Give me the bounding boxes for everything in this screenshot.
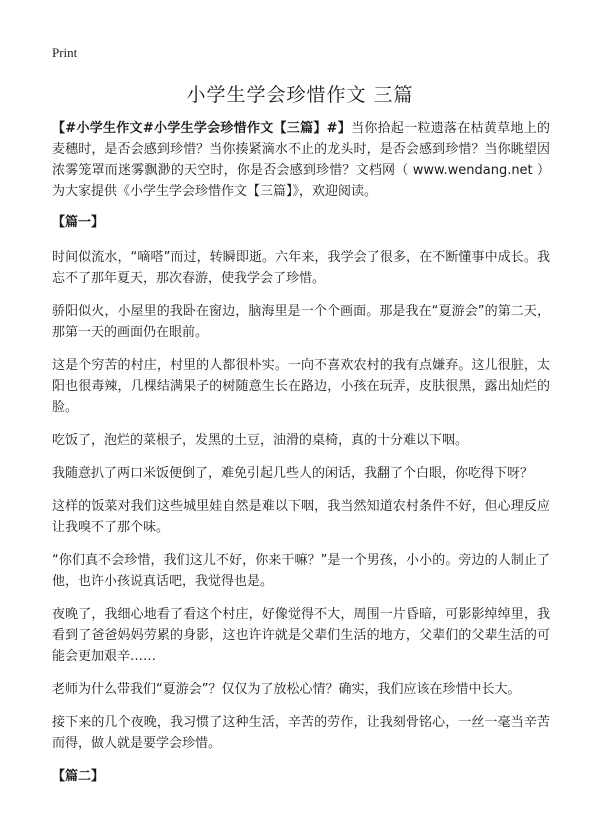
intro-text: 当你拾起一粒遗落在枯黄草地上的麦穗时，是否会感到珍惜？当你揍紧滴水不止的龙头时，是否会感到珍惜？当你眺望因浓雾笼罩而迷雾飘渺的天空时，你是否会感到珍惜？文档网（ www.wendang.net ）为大家提供《小学生学会珍惜作文【三篇】》，欢迎阅读。: [52, 121, 550, 199]
intro-tag-text: 【#小学生作文#小学生学会珍惜作文【三篇】#】: [52, 121, 352, 136]
paragraph: 这样的饭菜对我们这些城里娃自然是难以下咽，我当然知道农村条件不好，但心理反应让我嗅不了那个味。: [52, 499, 550, 535]
page-title: 小学生学会珍惜作文 三篇: [186, 84, 414, 106]
paragraph: 我随意扒了两口米饭便倒了，难免引起几些人的闲话，我翻了个白眼，你吃得下呀？: [52, 466, 534, 481]
paragraph: “你们真不会珍惜，我们这儿不好，你来干嘛？”是一个男孩，小小的。旁边的人制止了他，也许小孩说真话吧，我觉得也是。: [52, 553, 550, 589]
paragraph: 吃饭了，泡烂的菜根子，发黑的土豆，油滑的桌椅，真的十分难以下咽。: [52, 433, 469, 448]
section-heading-1: 【篇一】: [52, 215, 105, 230]
intro-paragraph: [52, 118, 550, 202]
paragraph: 骄阳似火，小屋里的我卧在窗边，脑海里是一个个画面。那是我在“夏游会”的第二天，那第一天的画面仍在眼前。: [52, 304, 550, 340]
paragraph: 夜晚了，我细心地看了看这个村庄，好像觉得不大，周围一片昏暗，可影影绰绰里，我看到了爸爸妈妈劳累的身影，这也许许就是父辈们生活的地方，父辈们的父辈生活的可能会更加艰辛……: [52, 607, 550, 664]
print-link[interactable]: Print: [52, 45, 78, 60]
paragraph: 接下来的几个夜晚，我习惯了这种生活，辛苦的劳作，让我刻骨铭心，一丝一毫当辛苦而得，做人就是要学会珍惜。: [52, 715, 550, 751]
section-heading-2: 【篇二】: [52, 769, 105, 784]
paragraph: 时间似流水，“嘀嗒”而过，转瞬即逝。六年来，我学会了很多，在不断懂事中成长。我忘不了那年夏天，那次春游，使我学会了珍惜。: [52, 250, 550, 286]
paragraph: 老师为什么带我们“夏游会”？仅仅为了放松心情？确实，我们应该在珍惜中长大。: [52, 682, 521, 697]
article-body: [52, 118, 550, 801]
paragraph: 这是个穷苦的村庄，村里的人都很朴实。一向不喜欢农村的我有点嫌弃。这儿很脏，太阳也很毒辣，几棵结满果子的树随意生长在路边，小孩在玩弄，皮肤很黑，露出灿烂的脸。: [52, 358, 550, 415]
